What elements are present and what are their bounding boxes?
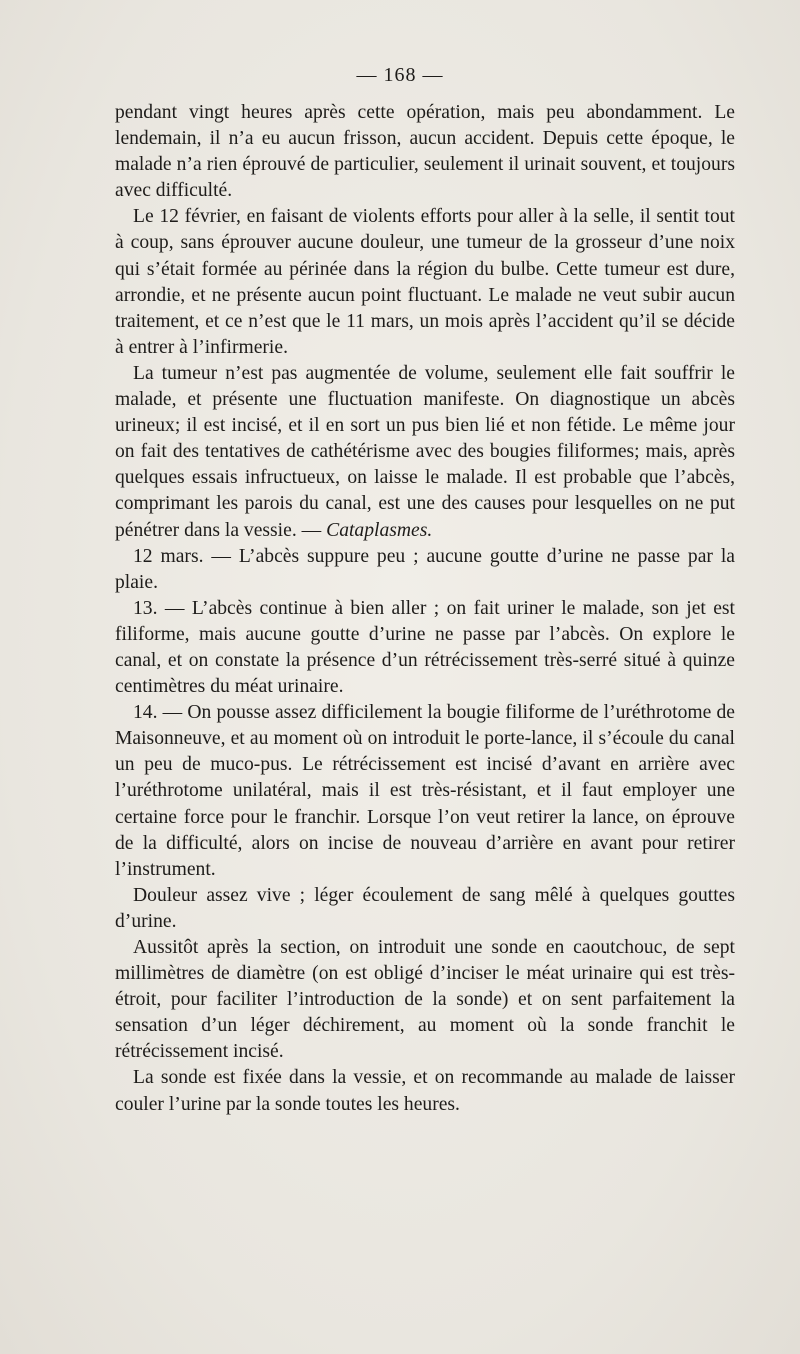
body-text [115, 100, 735, 1118]
paragraph-8: Aussitôt après la section, on introduit une sonde en caoutchouc, de sept millimètres de diamètre (on est obligé d’inciser le méat urinaire qui est très-étroit, pour faciliter l’introduction de la sonde) et on sent parfaitement la sensation d’un léger déchirement, au moment où la sonde franchit le rétrécissement incisé. [115, 937, 735, 1063]
paragraph-9: La sonde est fixée dans la vessie, et on recommande au malade de laisser couler l’urine par la sonde toutes les heures. [115, 1067, 735, 1115]
paragraph-7: Douleur assez vive ; léger écoulement de sang mêlé à quelques gouttes d’urine. [115, 884, 735, 932]
paragraph-3 [115, 361, 735, 544]
paragraph-3-italic: Cataplasmes. [326, 519, 433, 541]
paragraph-5: 13. — L’abcès continue à bien aller ; on fait uriner le malade, son jet est filiforme, mais aucune goutte d’urine ne passe par l’abcès. On explore le canal, et on constate la présence d’un rétrécissement très-serré situé à quinze centimètres du méat urinaire. [115, 597, 735, 698]
paragraph-3-text: La tumeur n’est pas augmentée de volume, seulement elle fait souffrir le malade, et présente une fluctuation manifeste. On diagnostique un abcès urineux; il est incisé, et il en sort un pus bien lié et non fétide. Le même jour on fait des tentatives de cathétérisme avec des bougies filiformes; mais, après quelques essais infructueux, on laisse le malade. Il est probable que l’abcès, comprimant les parois du canal, est une des causes pour lesquelles on ne put pénétrer dans la vessie. — [115, 362, 735, 541]
paragraph-2: Le 12 février, en faisant de violents efforts pour aller à la selle, il sentit tout à coup, sans éprouver aucune douleur, une tumeur de la grosseur d’une noix qui s’était formée au périnée dans la région du bulbe. Cette tumeur est dure, arrondie, et ne présente aucun point fluctuant. Le malade ne veut subir aucun traitement, et ce n’est que le 11 mars, un mois après l’accident qu’il se décide à entrer à l’infirmerie. [115, 206, 735, 358]
paragraph-6: 14. — On pousse assez difficilement la bougie filiforme de l’uréthrotome de Maisonneuve, et au moment où on introduit le porte-lance, il s’écoule du canal un peu de muco-pus. Le rétrécissement est incisé d’avant en arrière avec l’uréthrotome unilatéral, mais il est très-résistant, et il faut employer une certaine force pour le franchir. Lorsque l’on veut retirer la lance, on éprouve de la difficulté, alors on incise de nouveau d’arrière en avant pour retirer l’instrument. [115, 702, 735, 880]
page-number: — 168 — [356, 64, 444, 86]
paragraph-1: pendant vingt heures après cette opération, mais peu abondamment. Le lendemain, il n’a eu aucun frisson, aucun accident. Depuis cette époque, le malade n’a rien éprouvé de particulier, seulement il urinait souvent, et toujours avec difficulté. [115, 102, 735, 202]
paragraph-4: 12 mars. — L’abcès suppure peu ; aucune goutte d’urine ne passe par la plaie. [115, 545, 735, 593]
